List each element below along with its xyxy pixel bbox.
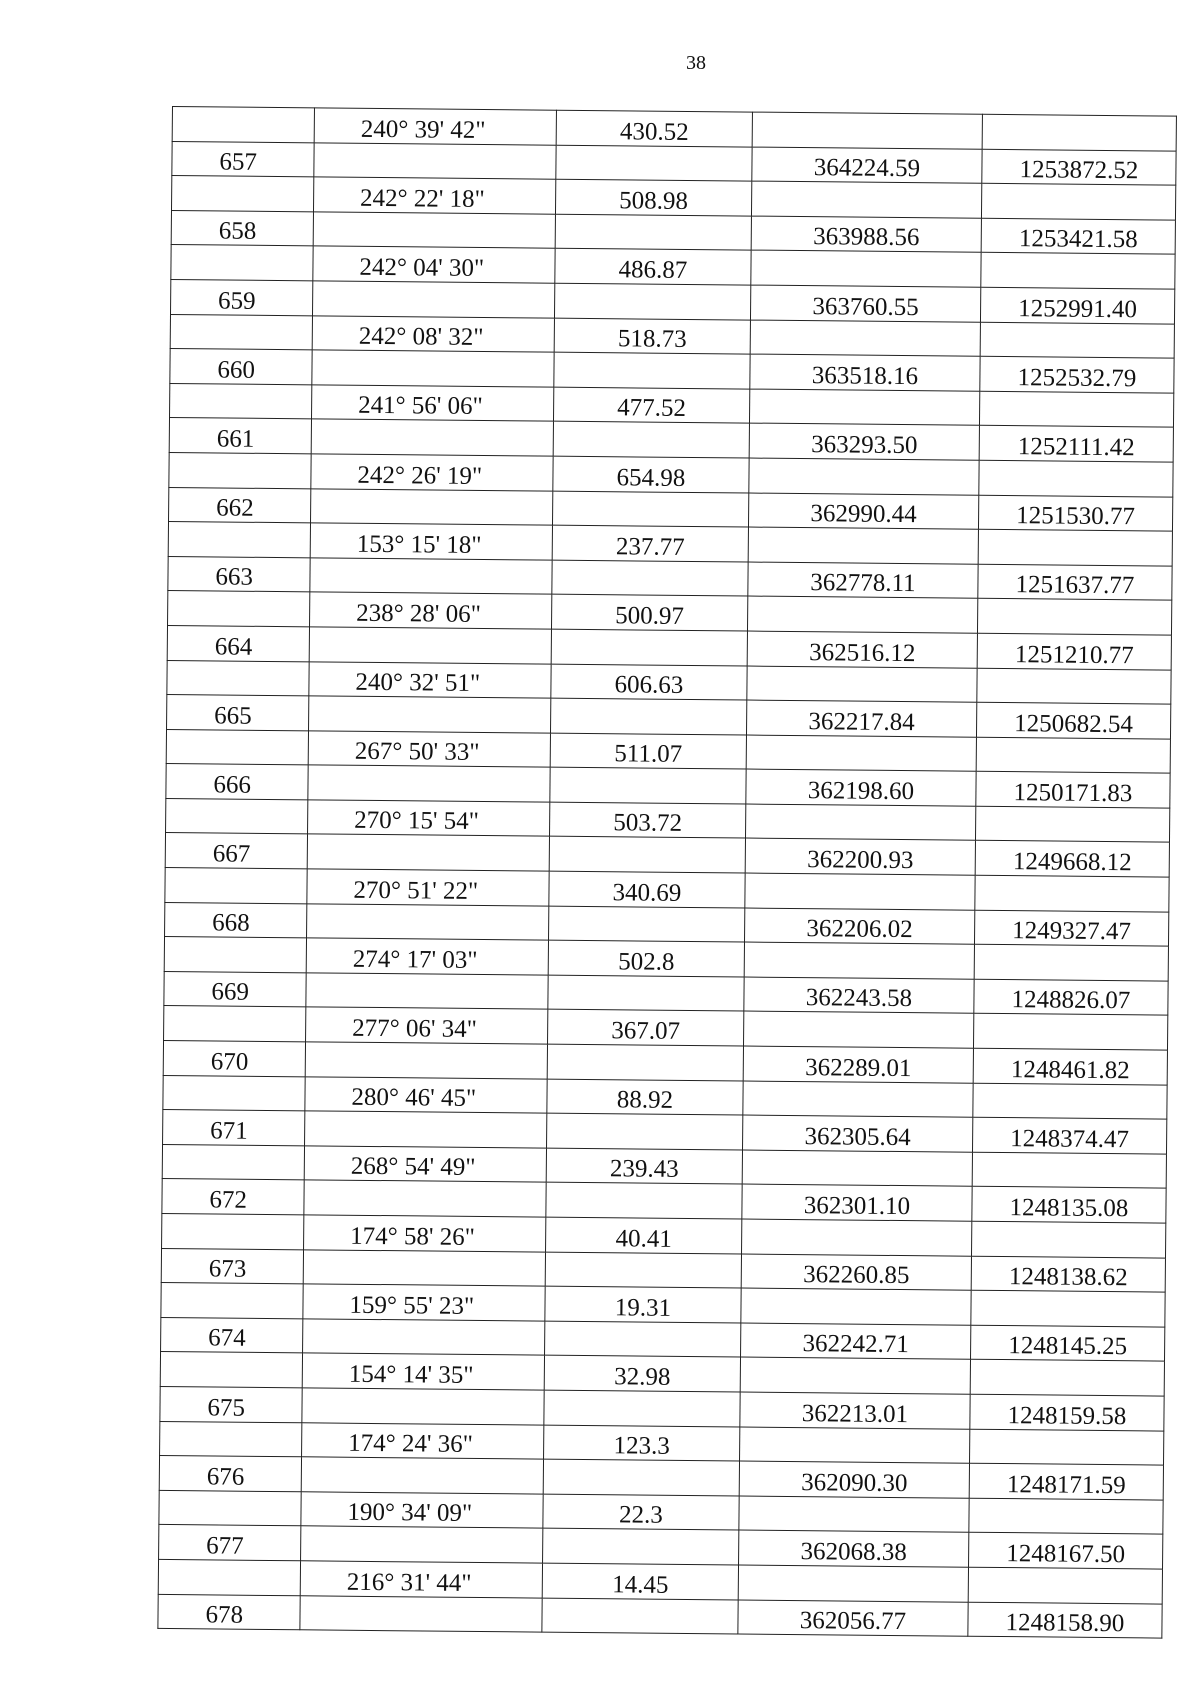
bearing-cell: 280° 46' 45" [305, 1076, 547, 1113]
northing-cell [740, 1357, 970, 1394]
easting-cell [979, 391, 1173, 427]
station-cell: 659 [171, 279, 313, 315]
distance-cell [545, 1321, 741, 1357]
easting-cell: 1251210.77 [977, 633, 1171, 669]
easting-cell: 1250682.54 [976, 702, 1170, 738]
station-cell: 675 [160, 1386, 302, 1422]
northing-cell [749, 458, 979, 495]
station-cell [171, 245, 313, 281]
distance-cell: 654.98 [553, 456, 749, 492]
easting-cell: 1249327.47 [974, 910, 1168, 946]
easting-cell [979, 460, 1173, 496]
distance-cell [546, 1183, 742, 1219]
distance-cell [543, 1459, 739, 1495]
bearing-cell: 190° 34' 09" [301, 1492, 543, 1529]
distance-cell: 14.45 [542, 1563, 738, 1599]
station-cell: 667 [165, 833, 307, 869]
easting-cell [971, 1290, 1165, 1326]
easting-cell [971, 1221, 1165, 1257]
distance-cell [554, 352, 750, 388]
station-cell [158, 1559, 300, 1595]
bearing-cell [311, 419, 553, 456]
easting-cell [968, 1567, 1162, 1603]
station-cell [168, 522, 310, 558]
distance-cell [551, 698, 747, 734]
easting-cell: 1252111.42 [979, 426, 1173, 462]
distance-cell [551, 629, 747, 665]
station-cell: 678 [158, 1594, 300, 1630]
northing-cell: 362243.58 [744, 977, 974, 1014]
bearing-cell: 242° 22' 18" [313, 177, 555, 214]
bearing-cell [309, 696, 551, 733]
northing-cell [751, 250, 981, 287]
station-cell: 660 [170, 349, 312, 385]
easting-cell [975, 806, 1169, 842]
easting-cell [976, 737, 1170, 773]
northing-cell: 362217.84 [746, 700, 976, 737]
distance-cell: 477.52 [553, 387, 749, 423]
easting-cell: 1248461.82 [973, 1048, 1167, 1084]
distance-cell: 518.73 [554, 318, 750, 354]
northing-cell: 363988.56 [751, 216, 981, 253]
easting-cell [975, 875, 1169, 911]
distance-cell [547, 1113, 743, 1149]
easting-cell [978, 529, 1172, 565]
bearing-cell [313, 212, 555, 249]
northing-cell [748, 527, 978, 564]
bearing-cell: 240° 39' 42" [314, 108, 556, 145]
distance-cell [547, 1044, 743, 1080]
distance-cell [556, 145, 752, 181]
bearing-cell: 242° 08' 32" [312, 315, 554, 352]
bearing-cell [312, 281, 554, 318]
northing-cell: 363293.50 [749, 423, 979, 460]
distance-cell: 40.41 [546, 1217, 742, 1253]
northing-cell: 362990.44 [748, 493, 978, 530]
easting-cell: 1253421.58 [981, 218, 1175, 254]
bearing-cell: 270° 15' 54" [308, 800, 550, 837]
northing-cell [750, 320, 980, 357]
easting-cell [980, 322, 1174, 358]
easting-cell [977, 668, 1171, 704]
station-cell [167, 660, 309, 696]
station-cell: 673 [161, 1248, 303, 1284]
northing-cell: 363518.16 [750, 354, 980, 391]
station-cell: 672 [162, 1179, 304, 1215]
bearing-cell: 242° 26' 19" [311, 454, 553, 491]
northing-cell: 362289.01 [743, 1046, 973, 1083]
station-cell: 677 [159, 1525, 301, 1561]
station-cell: 676 [159, 1456, 301, 1492]
station-cell [168, 591, 310, 627]
station-cell [166, 798, 308, 834]
distance-cell [554, 283, 750, 319]
distance-cell: 502.8 [548, 940, 744, 976]
bearing-cell [310, 558, 552, 595]
easting-cell: 1248158.90 [968, 1602, 1162, 1638]
easting-cell: 1248826.07 [974, 979, 1168, 1015]
easting-cell: 1249668.12 [975, 841, 1169, 877]
northing-cell: 362206.02 [744, 908, 974, 945]
distance-cell: 239.43 [546, 1148, 742, 1184]
easting-cell [973, 1083, 1167, 1119]
distance-cell: 430.52 [556, 110, 752, 146]
traverse-coordinates-table [157, 106, 1177, 1639]
easting-cell [981, 183, 1175, 219]
distance-cell [552, 560, 748, 596]
northing-cell [745, 804, 975, 841]
northing-cell [740, 1427, 970, 1464]
bearing-cell: 159° 55' 23" [303, 1284, 545, 1321]
bearing-cell [301, 1457, 543, 1494]
distance-cell [549, 837, 745, 873]
northing-cell: 363760.55 [750, 285, 980, 322]
easting-cell: 1248374.47 [972, 1117, 1166, 1153]
bearing-cell [309, 627, 551, 664]
bearing-cell: 174° 24' 36" [302, 1422, 544, 1459]
northing-cell: 364224.59 [752, 147, 982, 184]
station-cell [169, 452, 311, 488]
distance-cell [542, 1598, 738, 1634]
bearing-cell [312, 350, 554, 387]
northing-cell [745, 873, 975, 910]
bearing-cell [306, 973, 548, 1010]
distance-cell [549, 906, 745, 942]
distance-cell [553, 422, 749, 458]
distance-cell: 500.97 [551, 594, 747, 630]
northing-cell: 362213.01 [740, 1392, 970, 1429]
station-cell [164, 1006, 306, 1042]
bearing-cell [311, 488, 553, 525]
easting-cell [969, 1498, 1163, 1534]
bearing-cell: 174° 58' 26" [304, 1215, 546, 1252]
bearing-cell [308, 765, 550, 802]
bearing-cell: 154° 14' 35" [302, 1353, 544, 1390]
station-cell [171, 176, 313, 212]
bearing-cell [314, 142, 556, 179]
bearing-cell: 277° 06' 34" [306, 1007, 548, 1044]
northing-cell [752, 112, 982, 149]
northing-cell [744, 942, 974, 979]
northing-cell [749, 389, 979, 426]
easting-cell: 1248159.58 [970, 1394, 1164, 1430]
easting-cell: 1248135.08 [972, 1187, 1166, 1223]
bearing-cell: 240° 32' 51" [309, 661, 551, 698]
bearing-cell [305, 1042, 547, 1079]
easting-cell: 1248171.59 [969, 1463, 1163, 1499]
northing-cell: 362090.30 [739, 1461, 969, 1498]
station-cell: 664 [167, 625, 309, 661]
bearing-cell [305, 1111, 547, 1148]
northing-cell: 362260.85 [741, 1254, 971, 1291]
station-cell [170, 383, 312, 419]
easting-cell [973, 1014, 1167, 1050]
easting-cell: 1248138.62 [971, 1256, 1165, 1292]
station-cell: 668 [165, 902, 307, 938]
northing-cell [741, 1288, 971, 1325]
bearing-cell [307, 834, 549, 871]
easting-cell [977, 599, 1171, 635]
page-number: 38 [686, 52, 706, 74]
station-cell: 674 [161, 1317, 303, 1353]
northing-cell [747, 666, 977, 703]
station-cell: 666 [166, 764, 308, 800]
station-cell [164, 937, 306, 973]
easting-cell: 1252532.79 [980, 356, 1174, 392]
bearing-cell [302, 1388, 544, 1425]
easting-cell [982, 114, 1176, 150]
northing-cell [742, 1219, 972, 1256]
station-cell [162, 1144, 304, 1180]
bearing-cell: 268° 54' 49" [304, 1146, 546, 1183]
easting-cell: 1251637.77 [978, 564, 1172, 600]
station-cell [165, 868, 307, 904]
bearing-cell: 270° 51' 22" [307, 869, 549, 906]
easting-cell [970, 1429, 1164, 1465]
distance-cell: 503.72 [550, 802, 746, 838]
bearing-cell [307, 903, 549, 940]
distance-cell [550, 767, 746, 803]
distance-cell [548, 975, 744, 1011]
station-cell [160, 1352, 302, 1388]
easting-cell [981, 253, 1175, 289]
bearing-cell: 238° 28' 06" [310, 592, 552, 629]
station-cell [163, 1075, 305, 1111]
northing-cell [747, 596, 977, 633]
distance-cell [552, 491, 748, 527]
bearing-cell: 242° 04' 30" [313, 246, 555, 283]
station-cell [161, 1283, 303, 1319]
northing-cell: 362305.64 [743, 1115, 973, 1152]
station-cell: 669 [164, 971, 306, 1007]
easting-cell: 1251530.77 [978, 495, 1172, 531]
distance-cell: 123.3 [544, 1425, 740, 1461]
distance-cell: 511.07 [550, 733, 746, 769]
easting-cell [970, 1360, 1164, 1396]
distance-cell: 32.98 [544, 1356, 740, 1392]
northing-cell [746, 735, 976, 772]
distance-cell: 19.31 [545, 1286, 741, 1322]
station-cell: 657 [172, 141, 314, 177]
easting-cell: 1252991.40 [980, 287, 1174, 323]
station-cell [159, 1490, 301, 1526]
bearing-cell [301, 1526, 543, 1563]
easting-cell [974, 944, 1168, 980]
station-cell: 663 [168, 556, 310, 592]
station-cell [170, 314, 312, 350]
distance-cell: 340.69 [549, 871, 745, 907]
easting-cell: 1248145.25 [971, 1325, 1165, 1361]
northing-cell [738, 1565, 968, 1602]
station-cell: 661 [169, 418, 311, 454]
station-cell: 670 [163, 1040, 305, 1076]
bearing-cell: 216° 31' 44" [300, 1561, 542, 1598]
bearing-cell [300, 1595, 542, 1632]
northing-cell: 362242.71 [741, 1323, 971, 1360]
station-cell [160, 1421, 302, 1457]
easting-cell: 1250171.83 [976, 772, 1170, 808]
distance-cell: 22.3 [543, 1494, 739, 1530]
bearing-cell [303, 1319, 545, 1356]
distance-cell [543, 1528, 739, 1564]
station-cell [166, 729, 308, 765]
distance-cell [544, 1390, 740, 1426]
bearing-cell: 274° 17' 03" [306, 938, 548, 975]
northing-cell: 362301.10 [742, 1184, 972, 1221]
northing-cell [742, 1150, 972, 1187]
station-cell: 662 [169, 487, 311, 523]
station-cell: 658 [171, 210, 313, 246]
bearing-cell: 241° 56' 06" [312, 385, 554, 422]
station-cell [162, 1213, 304, 1249]
northing-cell [743, 1081, 973, 1118]
easting-cell: 1253872.52 [982, 149, 1176, 185]
northing-cell: 362198.60 [746, 769, 976, 806]
distance-cell [555, 214, 751, 250]
bearing-cell: 153° 15' 18" [310, 523, 552, 560]
bearing-cell [303, 1249, 545, 1286]
station-cell [172, 107, 314, 143]
table-body [158, 107, 1177, 1639]
easting-cell: 1248167.50 [969, 1533, 1163, 1569]
northing-cell: 362056.77 [738, 1600, 968, 1637]
distance-cell: 237.77 [552, 525, 748, 561]
northing-cell: 362068.38 [739, 1530, 969, 1567]
northing-cell [739, 1496, 969, 1533]
northing-cell: 362200.93 [745, 839, 975, 876]
northing-cell [751, 181, 981, 218]
distance-cell: 606.63 [551, 664, 747, 700]
northing-cell: 362778.11 [748, 562, 978, 599]
bearing-cell [304, 1180, 546, 1217]
northing-cell: 362516.12 [747, 631, 977, 668]
distance-cell: 486.87 [555, 249, 751, 285]
distance-cell [545, 1252, 741, 1288]
station-cell: 671 [163, 1110, 305, 1146]
distance-cell: 88.92 [547, 1079, 743, 1115]
station-cell: 665 [167, 695, 309, 731]
distance-cell: 508.98 [555, 179, 751, 215]
bearing-cell: 267° 50' 33" [308, 731, 550, 768]
distance-cell: 367.07 [548, 1010, 744, 1046]
northing-cell [744, 1011, 974, 1048]
easting-cell [972, 1152, 1166, 1188]
